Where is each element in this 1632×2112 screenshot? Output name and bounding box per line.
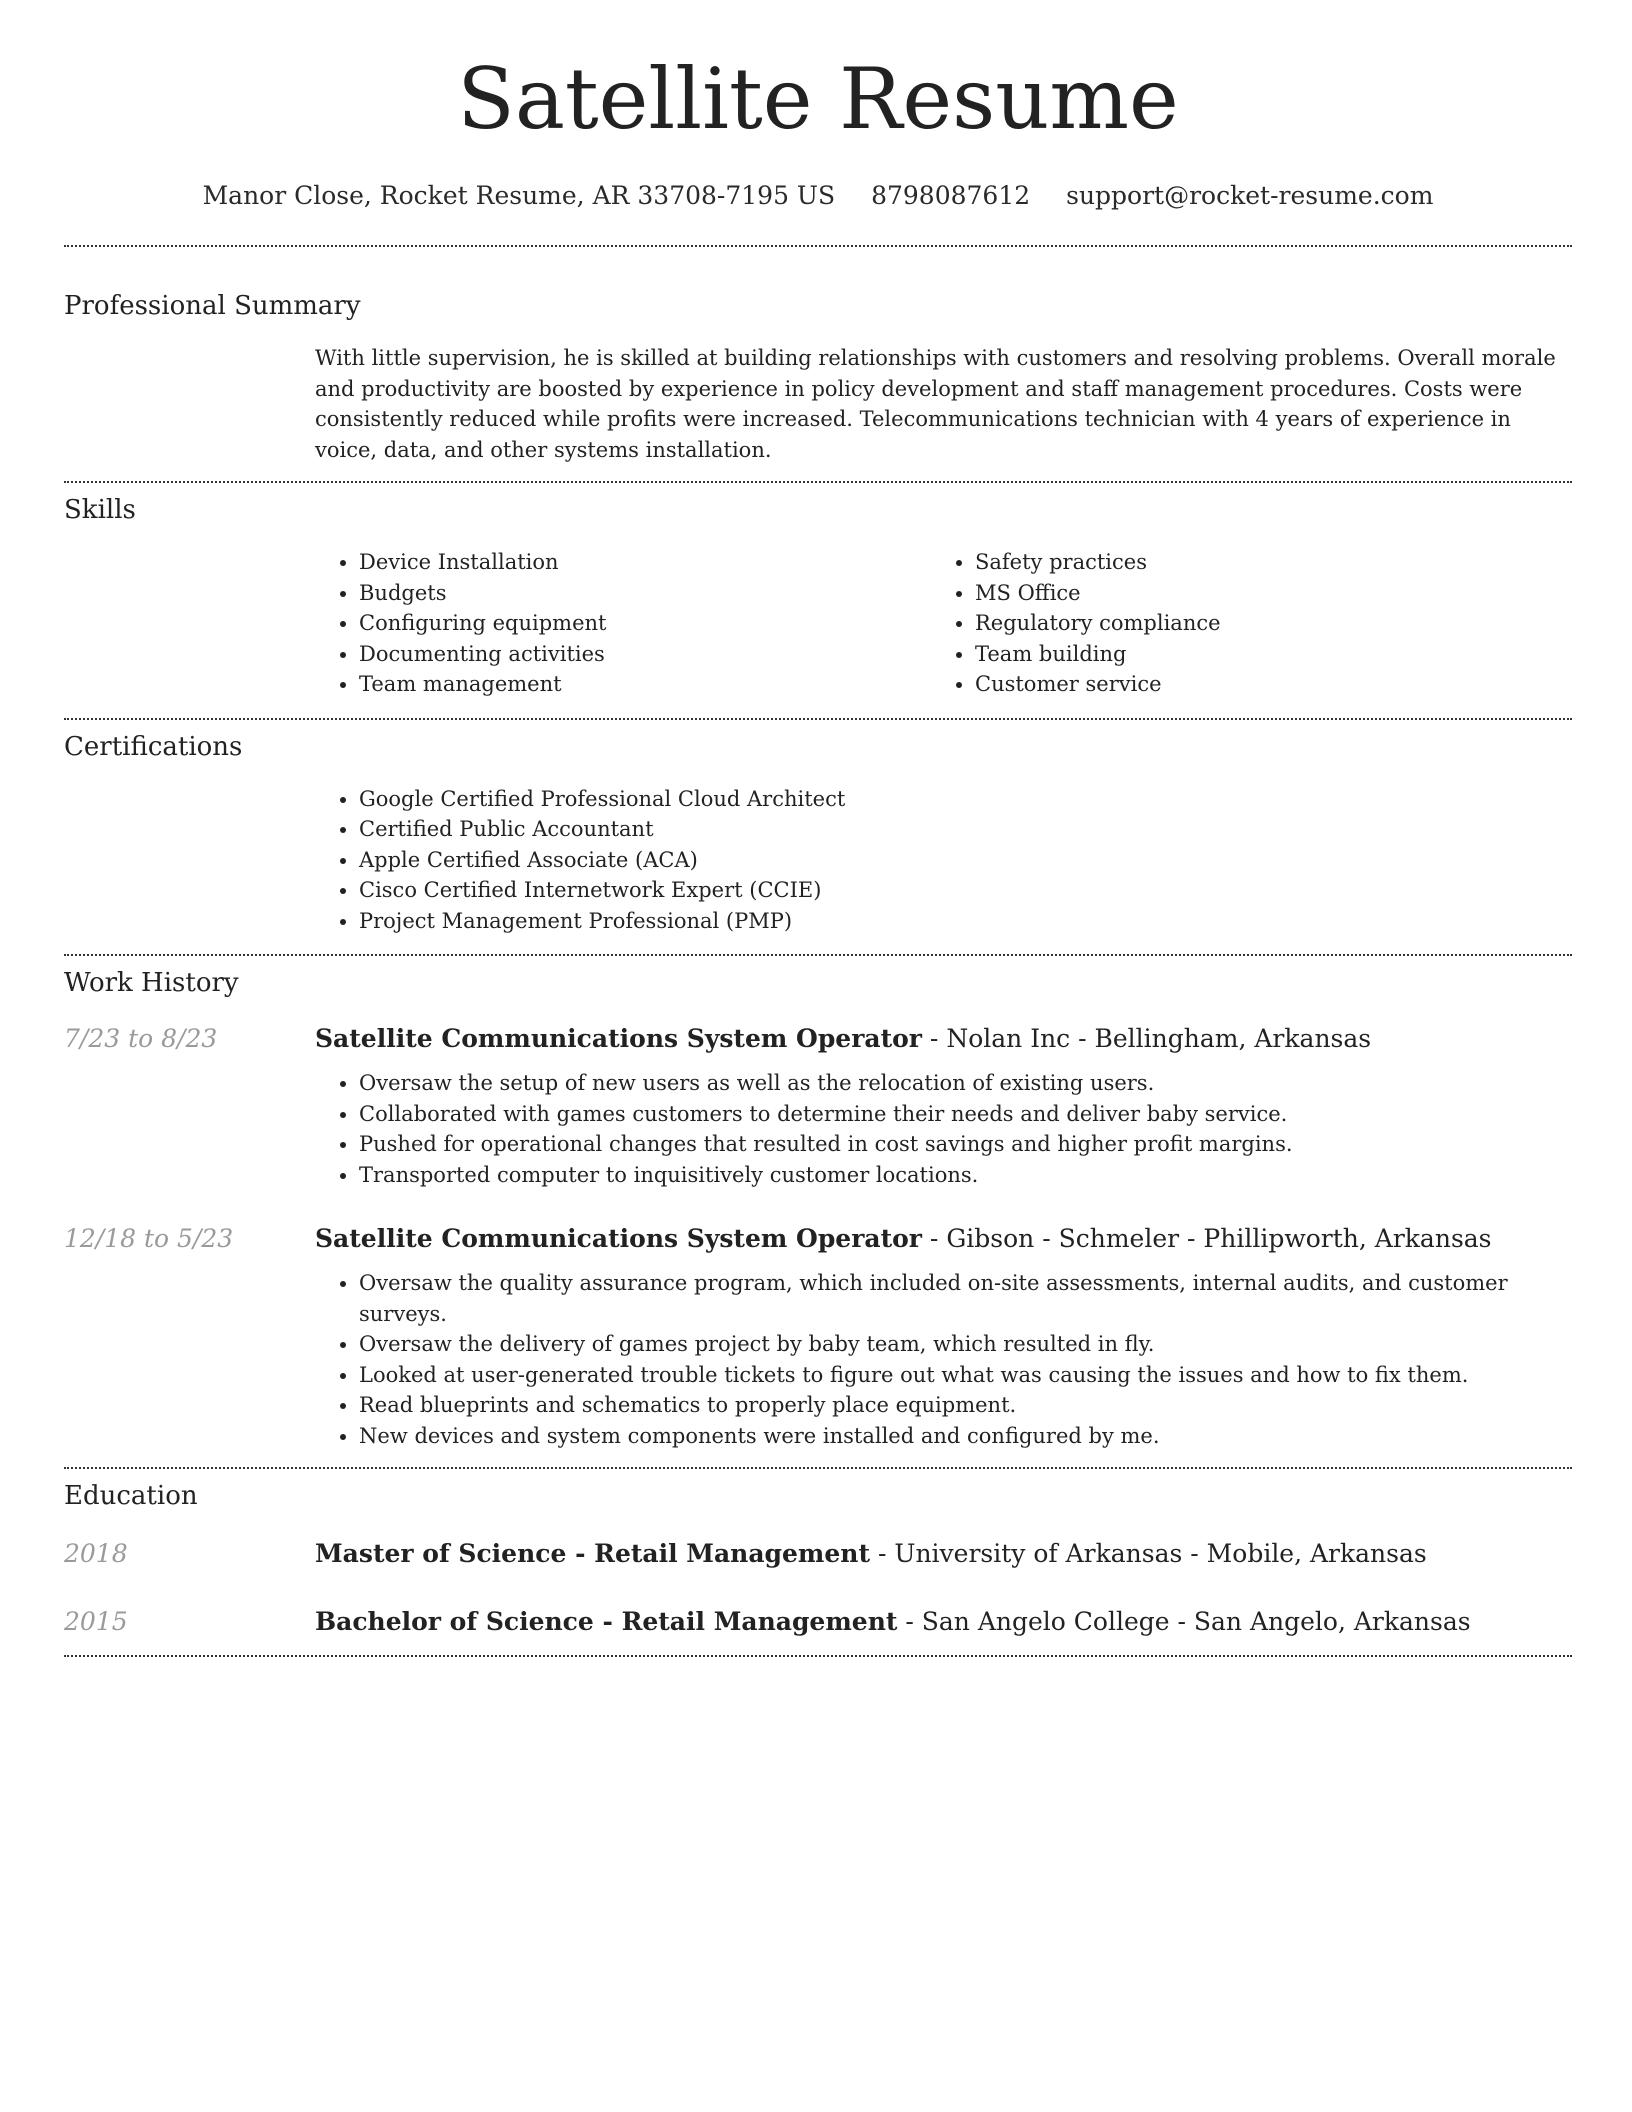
skill-item: • Team building: [975, 639, 1547, 670]
skills-column-right: [931, 547, 1547, 700]
job-responsibilities: [315, 1268, 1572, 1451]
skills-section: [64, 483, 1572, 700]
job-entry: [64, 1024, 1572, 1190]
contact-address: Manor Close, Rocket Resume, AR 33708-7195 US: [202, 181, 836, 210]
education-entry: [64, 1539, 1572, 1569]
job-bullet: • Oversaw the quality assurance program, which included on-site assessments, internal audits, and customer surveys.: [359, 1268, 1572, 1329]
job-bullet: • Pushed for operational changes that resulted in cost savings and higher profit margins.: [359, 1129, 1572, 1160]
job-bullet: • Looked at user-generated trouble tickets to figure out what was causing the issues and how to fix them.: [359, 1360, 1572, 1391]
job-role: Satellite Communications System Operator: [315, 1024, 922, 1053]
job-details: - Nolan Inc - Bellingham, Arkansas: [921, 1024, 1372, 1053]
job-bullet: • Transported computer to inquisitively customer locations.: [359, 1160, 1572, 1191]
education-title: [315, 1607, 1471, 1637]
certification-item: • Apple Certified Associate (ACA): [359, 845, 1572, 876]
skills-heading: Skills: [64, 495, 136, 525]
skill-item: • MS Office: [975, 578, 1547, 609]
certifications-list: [315, 784, 1572, 937]
skill-item: • Device Installation: [359, 547, 931, 578]
skills-columns: [315, 547, 1572, 700]
job-bullet: • Oversaw the setup of new users as well as the relocation of existing users.: [359, 1068, 1572, 1099]
education-year: 2015: [64, 1607, 128, 1636]
job-bullet: • Read blueprints and schematics to properly place equipment.: [359, 1390, 1572, 1421]
job-body: [315, 1024, 1572, 1190]
education-details: - University of Arkansas - Mobile, Arkansas: [870, 1539, 1427, 1568]
skill-item: • Customer service: [975, 669, 1547, 700]
certifications-section: [64, 720, 1572, 937]
skill-item: • Safety practices: [975, 547, 1547, 578]
contact-email: support@rocket-resume.com: [1066, 181, 1434, 210]
resume-header: [64, 0, 1572, 211]
job-title: [315, 1024, 1572, 1054]
job-role: Satellite Communications System Operator: [315, 1224, 922, 1253]
certification-item: • Cisco Certified Internetwork Expert (CCIE): [359, 875, 1572, 906]
summary-text: With little supervision, he is skilled at building relationships with customers and resolving problems. Overall morale and productivity are boosted by experience in policy development and staff management procedures. Costs were consistently reduced while profits were increased. Telecommunications technician with 4 years of experience in voice, data, and other systems installation.: [315, 346, 1556, 462]
skill-item: • Budgets: [359, 578, 931, 609]
job-body: [315, 1224, 1572, 1467]
education-heading: Education: [64, 1481, 198, 1511]
certification-item: • Certified Public Accountant: [359, 814, 1572, 845]
certifications-heading: Certifications: [64, 731, 243, 762]
page-title: Satellite Resume: [457, 50, 1179, 148]
contact-line: [64, 181, 1572, 211]
section-divider: [64, 1655, 1572, 1657]
education-degree: Master of Science - Retail Management: [315, 1539, 871, 1568]
education-details: - San Angelo College - San Angelo, Arkansas: [897, 1607, 1471, 1636]
job-bullet: • Oversaw the delivery of games project by baby team, which resulted in fly.: [359, 1329, 1572, 1360]
summary-section: [64, 247, 1572, 465]
education-degree: Bachelor of Science - Retail Management: [315, 1607, 898, 1636]
education-year: 2018: [64, 1539, 128, 1568]
job-responsibilities: [315, 1068, 1572, 1190]
resume-page: [64, 0, 1572, 1657]
education-entry: [64, 1607, 1572, 1637]
education-section: [64, 1469, 1572, 1637]
job-dates: 12/18 to 5/23: [64, 1224, 234, 1253]
work-history-heading: Work History: [64, 968, 239, 998]
job-bullet: • Collaborated with games customers to determine their needs and deliver baby service.: [359, 1099, 1572, 1130]
certification-item: • Project Management Professional (PMP): [359, 906, 1572, 937]
work-history-section: [64, 956, 1572, 1467]
skills-column-left: [315, 547, 931, 700]
certification-item: • Google Certified Professional Cloud Architect: [359, 784, 1572, 815]
skill-item: • Configuring equipment: [359, 608, 931, 639]
job-bullet: • New devices and system components were installed and configured by me.: [359, 1421, 1572, 1452]
contact-phone: 8798087612: [871, 181, 1031, 210]
job-dates: 7/23 to 8/23: [64, 1024, 218, 1053]
skill-item: • Documenting activities: [359, 639, 931, 670]
job-title: [315, 1224, 1572, 1254]
skill-item: • Team management: [359, 669, 931, 700]
job-entry: [64, 1224, 1572, 1467]
education-title: [315, 1539, 1427, 1569]
summary-heading: Professional Summary: [64, 291, 361, 321]
skill-item: • Regulatory compliance: [975, 608, 1547, 639]
job-details: - Gibson - Schmeler - Phillipworth, Arkansas: [921, 1224, 1492, 1253]
